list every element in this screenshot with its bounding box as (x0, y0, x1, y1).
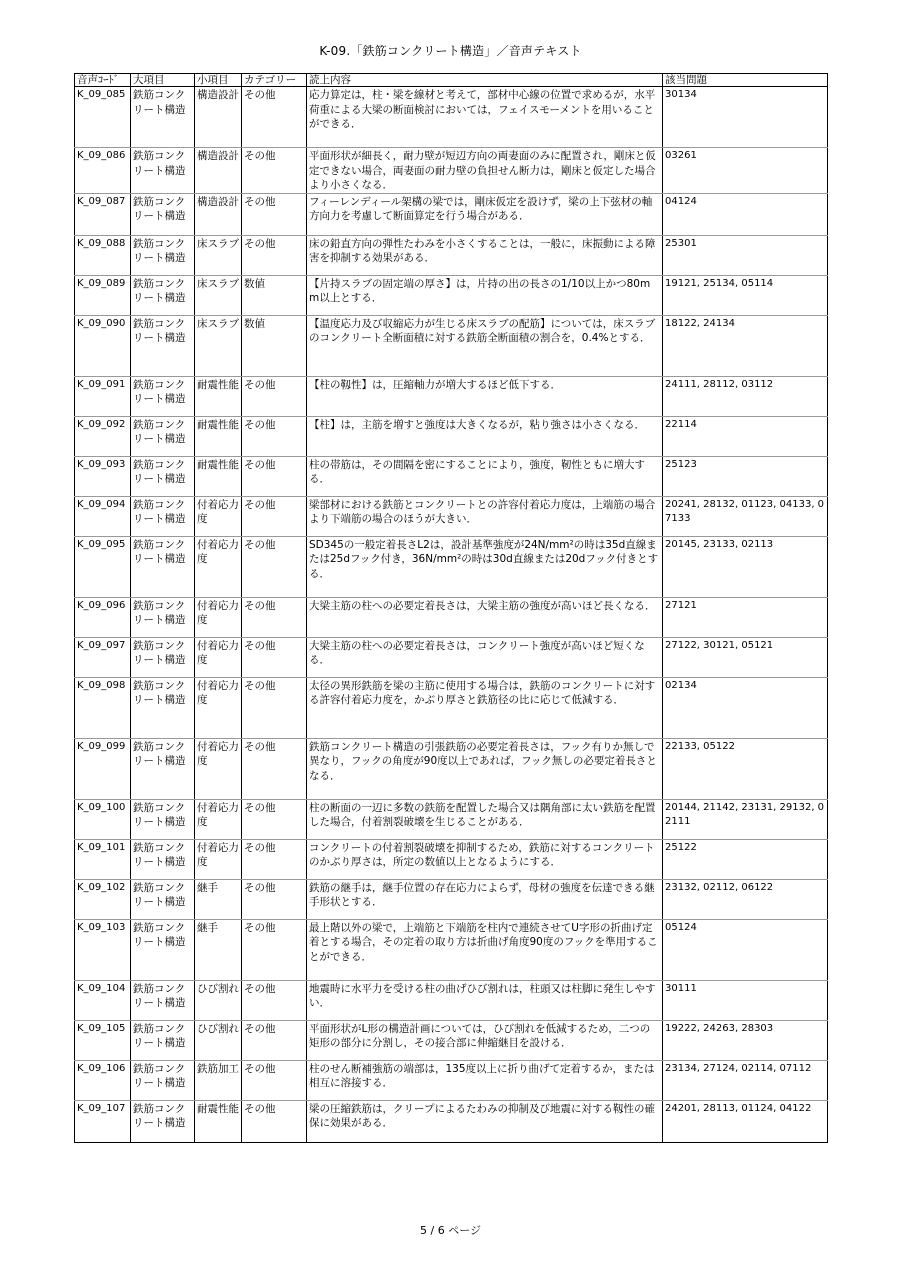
cell-refs: 24111, 28112, 03112 (663, 376, 828, 416)
cell-minor: 耐震性能 (195, 456, 242, 496)
cell-refs: 04124 (663, 193, 828, 235)
cell-text: 鉄筋コンクリート構造の引張鉄筋の必要定着長さは，フック有りか無しで異なり，フックの角度が90度以上であれば，フック無しの必要定着長さとなる． (307, 738, 663, 799)
table-row (75, 1060, 828, 1100)
table-row (75, 839, 828, 879)
cell-code: K_09_098 (75, 677, 131, 738)
cell-major: 鉄筋コンクリート構造 (131, 1100, 195, 1142)
cell-minor: 床スラブ (195, 275, 242, 315)
cell-refs: 03261 (663, 148, 828, 194)
cell-category: その他 (242, 148, 307, 194)
table-row (75, 148, 828, 194)
cell-category: その他 (242, 235, 307, 275)
table-row (75, 315, 828, 376)
cell-refs: 20144, 21142, 23131, 29132, 02111 (663, 799, 828, 839)
cell-minor: 継手 (195, 879, 242, 919)
table-row (75, 738, 828, 799)
cell-refs: 27121 (663, 597, 828, 637)
cell-code: K_09_090 (75, 315, 131, 376)
cell-text: 最上階以外の梁で，上端筋と下端筋を柱内で連続させてU字形の折曲げ定着とする場合，その定着の取り方は折曲げ角度90度のフックを準用することができる． (307, 919, 663, 980)
cell-major: 鉄筋コンクリート構造 (131, 879, 195, 919)
cell-category: その他 (242, 879, 307, 919)
voice-text-table (74, 73, 828, 1143)
cell-code: K_09_105 (75, 1020, 131, 1060)
table-row (75, 87, 828, 148)
cell-major: 鉄筋コンクリート構造 (131, 315, 195, 376)
cell-category: その他 (242, 536, 307, 597)
cell-category: その他 (242, 376, 307, 416)
column-header-minor: 小項目 (195, 74, 242, 87)
cell-code: K_09_088 (75, 235, 131, 275)
cell-minor: 付着応力度 (195, 637, 242, 677)
table-row (75, 235, 828, 275)
cell-text: 鉄筋の継手は，継手位置の存在応力によらず，母材の強度を伝達できる継手形状とする． (307, 879, 663, 919)
cell-category: その他 (242, 799, 307, 839)
cell-category: その他 (242, 1020, 307, 1060)
cell-code: K_09_102 (75, 879, 131, 919)
cell-major: 鉄筋コンクリート構造 (131, 980, 195, 1020)
cell-category: その他 (242, 839, 307, 879)
cell-refs: 20145, 23133, 02113 (663, 536, 828, 597)
cell-refs: 25123 (663, 456, 828, 496)
cell-minor: 付着応力度 (195, 536, 242, 597)
cell-category: その他 (242, 637, 307, 677)
cell-refs: 24201, 28113, 01124, 04122 (663, 1100, 828, 1142)
table-row (75, 275, 828, 315)
cell-code: K_09_087 (75, 193, 131, 235)
cell-major: 鉄筋コンクリート構造 (131, 1060, 195, 1100)
cell-text: 梁の圧縮鉄筋は，クリープによるたわみの抑制及び地震に対する靱性の確保に効果がある． (307, 1100, 663, 1142)
cell-category: その他 (242, 1100, 307, 1142)
cell-code: K_09_093 (75, 456, 131, 496)
cell-text: フィーレンディール架構の梁では，剛床仮定を設けず，梁の上下弦材の軸方向力を考慮して断面算定を行う場合がある． (307, 193, 663, 235)
cell-code: K_09_100 (75, 799, 131, 839)
table-row (75, 376, 828, 416)
table-row (75, 980, 828, 1020)
cell-refs: 25122 (663, 839, 828, 879)
cell-category: その他 (242, 416, 307, 456)
table-row (75, 597, 828, 637)
cell-major: 鉄筋コンクリート構造 (131, 839, 195, 879)
cell-minor: 付着応力度 (195, 677, 242, 738)
column-header-text: 読上内容 (307, 74, 663, 87)
cell-minor: 構造設計 (195, 193, 242, 235)
cell-major: 鉄筋コンクリート構造 (131, 597, 195, 637)
table-row (75, 919, 828, 980)
cell-text: 柱のせん断補強筋の端部は，135度以上に折り曲げて定着するか，または相互に溶接する． (307, 1060, 663, 1100)
table-row (75, 496, 828, 536)
cell-category: その他 (242, 597, 307, 637)
cell-minor: 鉄筋加工 (195, 1060, 242, 1100)
cell-code: K_09_099 (75, 738, 131, 799)
cell-refs: 30134 (663, 87, 828, 148)
cell-minor: 継手 (195, 919, 242, 980)
table-header-row (75, 74, 828, 87)
cell-code: K_09_107 (75, 1100, 131, 1142)
cell-code: K_09_096 (75, 597, 131, 637)
cell-major: 鉄筋コンクリート構造 (131, 456, 195, 496)
cell-code: K_09_095 (75, 536, 131, 597)
cell-major: 鉄筋コンクリート構造 (131, 87, 195, 148)
cell-text: 【温度応力及び収縮応力が生じる床スラブの配筋】については，床スラブのコンクリート全断面積に対する鉄筋全断面積の割合を，0.4%とする． (307, 315, 663, 376)
table-row (75, 456, 828, 496)
cell-minor: 構造設計 (195, 87, 242, 148)
column-header-major: 大項目 (131, 74, 195, 87)
cell-minor: 床スラブ (195, 315, 242, 376)
cell-code: K_09_104 (75, 980, 131, 1020)
cell-major: 鉄筋コンクリート構造 (131, 496, 195, 536)
cell-refs: 20241, 28132, 01123, 04133, 07133 (663, 496, 828, 536)
cell-code: K_09_092 (75, 416, 131, 456)
cell-refs: 19121, 25134, 05114 (663, 275, 828, 315)
cell-category: その他 (242, 1060, 307, 1100)
column-header-refs: 該当問題 (663, 74, 828, 87)
cell-major: 鉄筋コンクリート構造 (131, 376, 195, 416)
cell-category: その他 (242, 496, 307, 536)
cell-refs: 22114 (663, 416, 828, 456)
column-header-category: カテゴリー (242, 74, 307, 87)
cell-minor: 耐震性能 (195, 376, 242, 416)
cell-code: K_09_106 (75, 1060, 131, 1100)
cell-refs: 25301 (663, 235, 828, 275)
table-row (75, 193, 828, 235)
cell-category: その他 (242, 87, 307, 148)
cell-major: 鉄筋コンクリート構造 (131, 799, 195, 839)
cell-minor: 付着応力度 (195, 839, 242, 879)
cell-category: 数値 (242, 315, 307, 376)
table-row (75, 416, 828, 456)
table-row (75, 536, 828, 597)
column-header-code: 音声ｺｰﾄﾞ (75, 74, 131, 87)
table-row (75, 677, 828, 738)
cell-code: K_09_101 (75, 839, 131, 879)
table-row (75, 879, 828, 919)
table-row (75, 799, 828, 839)
page-number: 5 / 6 ページ (420, 1224, 481, 1237)
cell-refs: 30111 (663, 980, 828, 1020)
cell-text: 梁部材における鉄筋とコンクリートとの許容付着応力度は，上端筋の場合より下端筋の場合のほうが大きい． (307, 496, 663, 536)
cell-major: 鉄筋コンクリート構造 (131, 235, 195, 275)
cell-major: 鉄筋コンクリート構造 (131, 1020, 195, 1060)
cell-text: 太径の異形鉄筋を梁の主筋に使用する場合は，鉄筋のコンクリートに対する許容付着応力度を，かぶり厚さと鉄筋径の比に応じて低減する． (307, 677, 663, 738)
cell-text: 応力算定は，柱・梁を線材と考えて，部材中心線の位置で求めるが，水平荷重による大梁の断面検討においては，フェイスモーメントを用いることができる． (307, 87, 663, 148)
table-row (75, 1100, 828, 1142)
cell-code: K_09_097 (75, 637, 131, 677)
cell-minor: ひび割れ (195, 1020, 242, 1060)
cell-text: 柱の断面の一辺に多数の鉄筋を配置した場合又は隅角部に太い鉄筋を配置した場合，付着割裂破壊を生じることがある． (307, 799, 663, 839)
cell-minor: 耐震性能 (195, 416, 242, 456)
cell-text: 平面形状がL形の構造計画については，ひび割れを低減するため，二つの矩形の部分に分割し，その接合部に伸縮継目を設ける． (307, 1020, 663, 1060)
cell-refs: 05124 (663, 919, 828, 980)
cell-text: 【柱】は，主筋を増すと強度は大きくなるが，粘り強さは小さくなる． (307, 416, 663, 456)
cell-code: K_09_094 (75, 496, 131, 536)
cell-refs: 23134, 27124, 02114, 07112 (663, 1060, 828, 1100)
cell-text: 平面形状が細長く，耐力壁が短辺方向の両妻面のみに配置され，剛床と仮定できない場合，両妻面の耐力壁の負担せん断力は，剛床と仮定した場合より小さくなる． (307, 148, 663, 194)
cell-category: その他 (242, 980, 307, 1020)
cell-major: 鉄筋コンクリート構造 (131, 738, 195, 799)
cell-code: K_09_085 (75, 87, 131, 148)
cell-category: その他 (242, 456, 307, 496)
cell-major: 鉄筋コンクリート構造 (131, 193, 195, 235)
cell-minor: ひび割れ (195, 980, 242, 1020)
cell-major: 鉄筋コンクリート構造 (131, 416, 195, 456)
cell-refs: 02134 (663, 677, 828, 738)
cell-major: 鉄筋コンクリート構造 (131, 275, 195, 315)
table-row (75, 637, 828, 677)
cell-minor: 付着応力度 (195, 597, 242, 637)
cell-minor: 構造設計 (195, 148, 242, 194)
cell-text: 大梁主筋の柱への必要定着長さは，大梁主筋の強度が高いほど長くなる． (307, 597, 663, 637)
cell-refs: 19222, 24263, 28303 (663, 1020, 828, 1060)
cell-major: 鉄筋コンクリート構造 (131, 677, 195, 738)
cell-category: 数値 (242, 275, 307, 315)
page-title: K-09.「鉄筋コンクリート構造」／音声テキスト (319, 44, 582, 58)
cell-major: 鉄筋コンクリート構造 (131, 536, 195, 597)
cell-code: K_09_086 (75, 148, 131, 194)
cell-code: K_09_103 (75, 919, 131, 980)
cell-category: その他 (242, 193, 307, 235)
cell-text: 【片持スラブの固定端の厚さ】は，片持の出の長さの1/10以上かつ80mm以上とする． (307, 275, 663, 315)
cell-major: 鉄筋コンクリート構造 (131, 919, 195, 980)
cell-minor: 付着応力度 (195, 738, 242, 799)
cell-text: 大梁主筋の柱への必要定着長さは，コンクリート強度が高いほど短くなる． (307, 637, 663, 677)
cell-major: 鉄筋コンクリート構造 (131, 637, 195, 677)
cell-category: その他 (242, 738, 307, 799)
cell-refs: 23132, 02112, 06122 (663, 879, 828, 919)
cell-text: コンクリートの付着割裂破壊を抑制するため，鉄筋に対するコンクリートのかぶり厚さは，所定の数値以上となるようにする． (307, 839, 663, 879)
cell-text: 【柱の靱性】は，圧縮軸力が増大するほど低下する． (307, 376, 663, 416)
cell-refs: 27122, 30121, 05121 (663, 637, 828, 677)
cell-refs: 18122, 24134 (663, 315, 828, 376)
cell-minor: 耐震性能 (195, 1100, 242, 1142)
cell-text: 地震時に水平力を受ける柱の曲げひび割れは，柱頭又は柱脚に発生しやすい． (307, 980, 663, 1020)
cell-code: K_09_089 (75, 275, 131, 315)
cell-minor: 付着応力度 (195, 799, 242, 839)
cell-category: その他 (242, 677, 307, 738)
cell-text: 柱の帯筋は，その間隔を密にすることにより，強度，靭性ともに増大する． (307, 456, 663, 496)
table-row (75, 1020, 828, 1060)
cell-minor: 床スラブ (195, 235, 242, 275)
cell-minor: 付着応力度 (195, 496, 242, 536)
cell-text: SD345の一般定着長さL2は，設計基準強度が24N/mm²の時は35d直線または25dフック付き，36N/mm²の時は30d直線または20dフック付きとする． (307, 536, 663, 597)
cell-text: 床の鉛直方向の弾性たわみを小さくすることは，一般に，床振動による障害を抑制する効果がある． (307, 235, 663, 275)
cell-refs: 22133, 05122 (663, 738, 828, 799)
cell-code: K_09_091 (75, 376, 131, 416)
cell-major: 鉄筋コンクリート構造 (131, 148, 195, 194)
cell-category: その他 (242, 919, 307, 980)
